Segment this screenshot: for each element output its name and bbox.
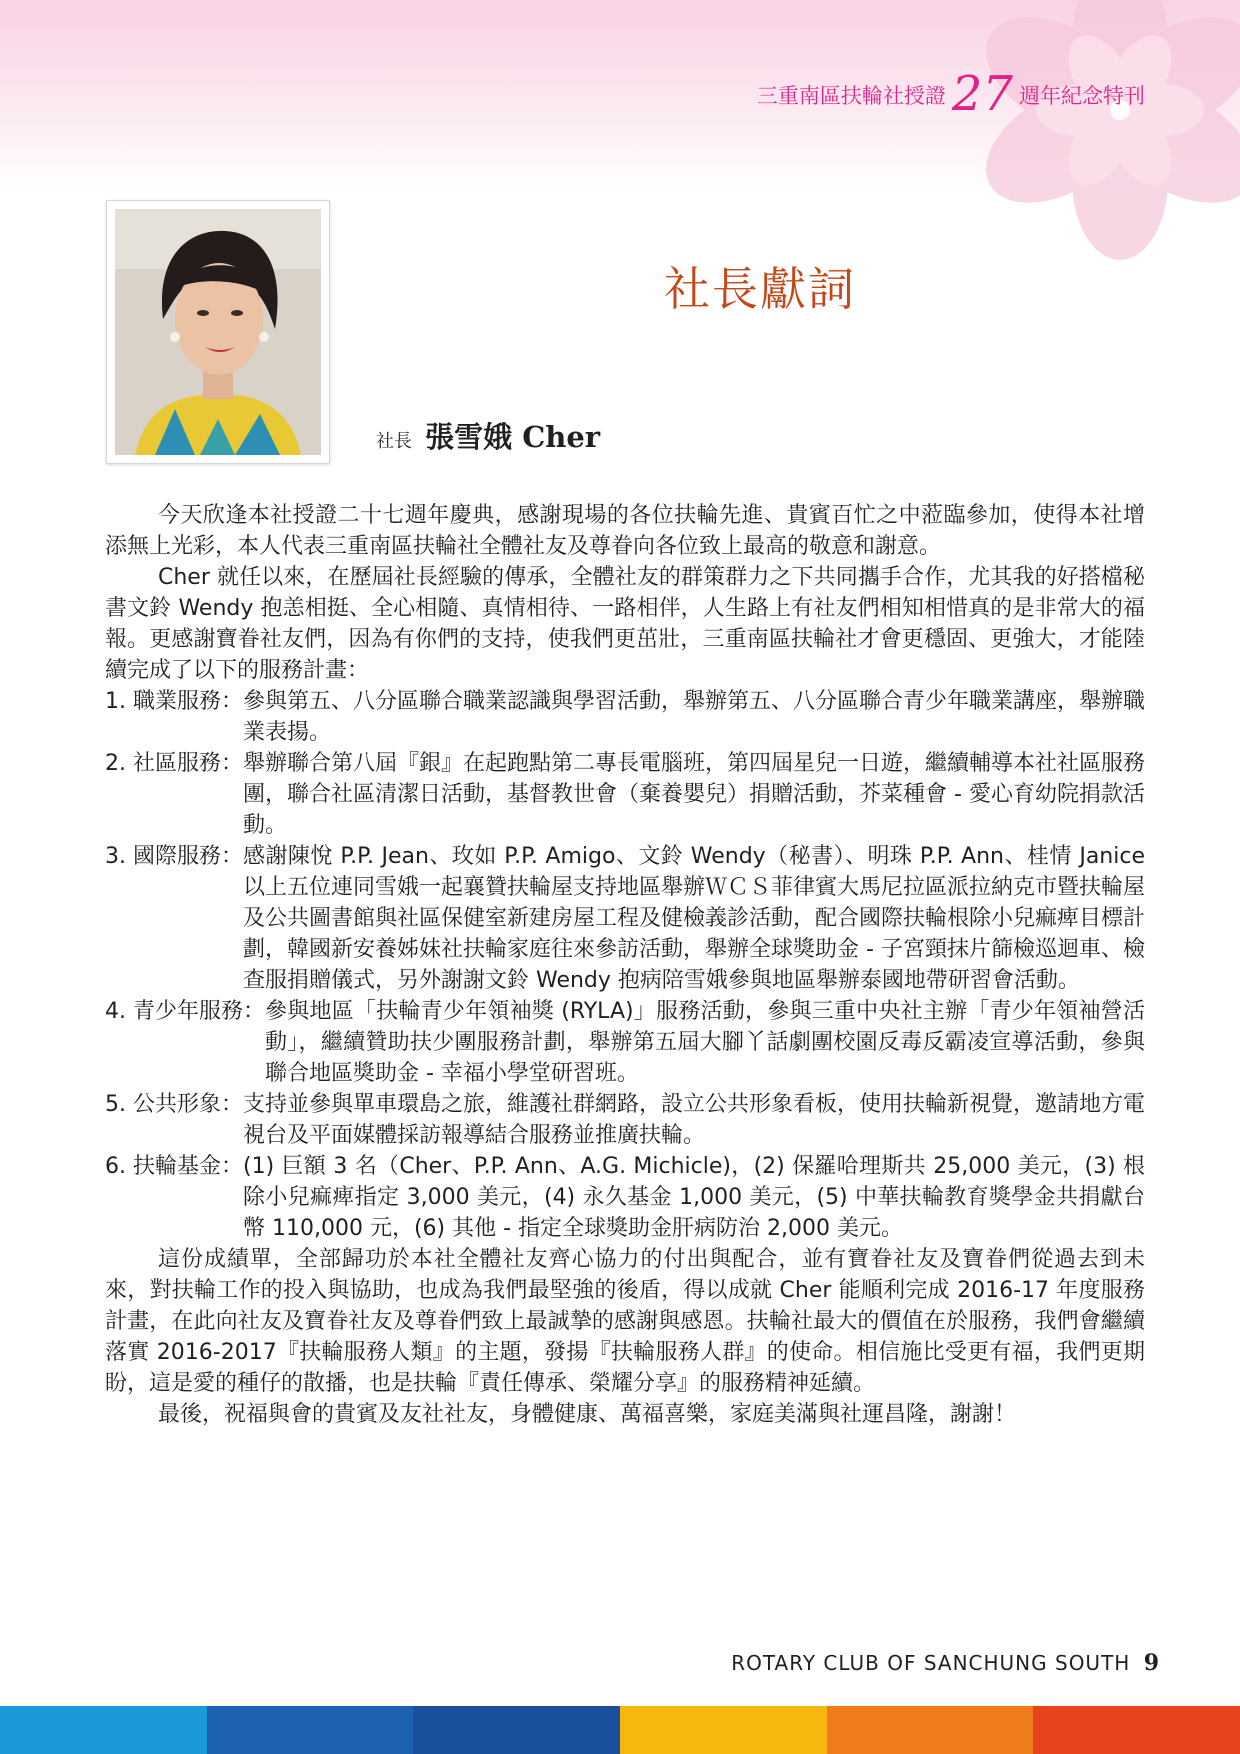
page-title: 社長獻詞: [664, 262, 856, 316]
header-prefix: 三重南區扶輪社授證: [756, 84, 946, 108]
author-role: 社長: [376, 431, 412, 452]
list-item-text: 舉辦聯合第八屆『銀』在起跑點第二專長電腦班，第四屆星兒一日遊，繼續輔導本社社區服務團，聯合社區清潔日活動，基督教世會（棄養嬰兒）捐贈活動，芥菜種會 - 愛心育幼院捐款活動。: [242, 751, 1145, 838]
list-item: [105, 996, 1145, 1089]
paragraph-2: Cher 就任以來，在歷屆社長經驗的傳承，全體社友的群策群力之下共同攜手合作，尤其我的好搭檔秘書文鈴 Wendy 抱恙相挺、全心相隨、真情相待、一路相伴，人生路上有社友們相知相惜真的是非常大的福報。更感謝寶眷社友們，因為有你們的支持，使我們更茁壯，三重南區扶輪社才會更穩固、更強大，才能陸續完成了以下的服務計畫：: [105, 565, 1145, 683]
list-item-label: 3. 國際服務：: [105, 844, 243, 869]
portrait-photo-icon: [115, 209, 321, 455]
president-portrait: [106, 200, 330, 464]
stripe-1: [0, 1706, 207, 1754]
page-footer: [731, 1650, 1160, 1676]
list-item: [105, 1089, 1145, 1151]
page-number: 9: [1143, 1650, 1160, 1676]
list-item-text: 參與地區「扶輪青少年領袖獎 (RYLA)」服務活動，參與三重中央社主辦「青少年領袖營活動」，繼續贊助扶少團服務計劃，舉辦第五屆大腳丫話劇團校園反毒反霸凌宣導活動，參與聯合地區獎助金 - 幸福小學堂研習班。: [264, 999, 1145, 1086]
list-item-label: 5. 公共形象：: [105, 1092, 243, 1117]
list-item-text: 參與第五、八分區聯合職業認識與學習活動，舉辦第五、八分區聯合青少年職業講座，舉辦職業表揚。: [242, 689, 1145, 745]
stripe-5: [827, 1706, 1034, 1754]
footer-club-name: ROTARY CLUB OF SANCHUNG SOUTH: [731, 1651, 1131, 1675]
header-suffix: 週年紀念特刊: [1019, 84, 1145, 108]
stripe-3: [413, 1706, 620, 1754]
stripe-2: [207, 1706, 414, 1754]
list-item: [105, 748, 1145, 841]
list-item-text: (1) 巨額 3 名（Cher、P.P. Ann、A.G. Michicle)，(2) 保羅哈理斯共 25,000 美元，(3) 根除小兒痲痺指定 3,000 美元，(4) 永久基金 1,000 美元，(5) 中華扶輪教育獎學金共捐獻台幣 110,000 元，(6) 其他 - 指定全球獎助金肝病防治 2,000 美元。: [242, 1154, 1145, 1241]
header-anniversary-number: 27: [951, 66, 1013, 122]
paragraph-1: 今天欣逢本社授證二十七週年慶典，感謝現場的各位扶輪先進、貴賓百忙之中蒞臨參加，使得本社增添無上光彩，本人代表三重南區扶輪社全體社友及尊眷向各位致上最高的敬意和謝意。: [105, 503, 1145, 559]
list-item: [105, 1151, 1145, 1244]
list-item-label: 1. 職業服務：: [105, 689, 243, 714]
flower-decoration-icon: [920, 0, 1240, 290]
author-name: 張雪娥 Cher: [425, 420, 601, 454]
list-item-label: 4. 青少年服務：: [105, 999, 265, 1024]
publication-header: [757, 62, 1145, 122]
list-item-label: 6. 扶輪基金：: [105, 1154, 243, 1179]
list-item: [105, 686, 1145, 748]
service-list: [105, 686, 1145, 1244]
list-item-text: 支持並參與單車環島之旅，維護社群網路，設立公共形象看板，使用扶輪新視覺，邀請地方電視台及平面媒體採訪報導結合服務並推廣扶輪。: [242, 1092, 1145, 1148]
closing-paragraph-2: 最後，祝福與會的貴賓及友社社友，身體健康、萬福喜樂，家庭美滿與社運昌隆，謝謝！: [158, 1402, 1017, 1427]
list-item: [105, 841, 1145, 996]
footer-color-stripes: [0, 1706, 1240, 1754]
stripe-4: [620, 1706, 827, 1754]
list-item-text: 感謝陳悅 P.P. Jean、玫如 P.P. Amigo、文鈴 Wendy（秘書）、明珠 P.P. Ann、桂情 Janice 以上五位連同雪娥一起襄贊扶輪屋支持地區舉辦ＷＣＳ菲律賓大馬尼拉區派拉納克市暨扶輪屋及公共圖書館與社區保健室新建房屋工程及健檢義診活動，配合國際扶輪根除小兒痲痺目標計劃，韓國新安養姊妹社扶輪家庭往來參訪活動，舉辦全球獎助金 - 子宮頸抹片篩檢巡迴車、檢查服捐贈儀式，另外謝謝文鈴 Wendy 抱病陪雪娥參與地區舉辦泰國地帶研習會活動。: [242, 844, 1145, 993]
article-body: [105, 500, 1145, 1430]
author-byline: [376, 415, 600, 456]
stripe-6: [1033, 1706, 1240, 1754]
list-item-label: 2. 社區服務：: [105, 751, 243, 776]
closing-paragraph-1: 這份成績單，全部歸功於本社全體社友齊心協力的付出與配合，並有寶眷社友及寶眷們從過去到未來，對扶輪工作的投入與協助，也成為我們最堅強的後盾，得以成就 Cher 能順利完成 2016-17 年度服務計畫，在此向社友及寶眷社友及尊眷們致上最誠摯的感謝與感恩。扶輪社最大的價值在於服務，我們會繼續落實 2016-2017『扶輪服務人類』的主題，發揚『扶輪服務人群』的使命。相信施比受更有福，我們更期盼，這是愛的種仔的散播，也是扶輪『責任傳承、榮耀分享』的服務精神延續。: [105, 1247, 1145, 1396]
